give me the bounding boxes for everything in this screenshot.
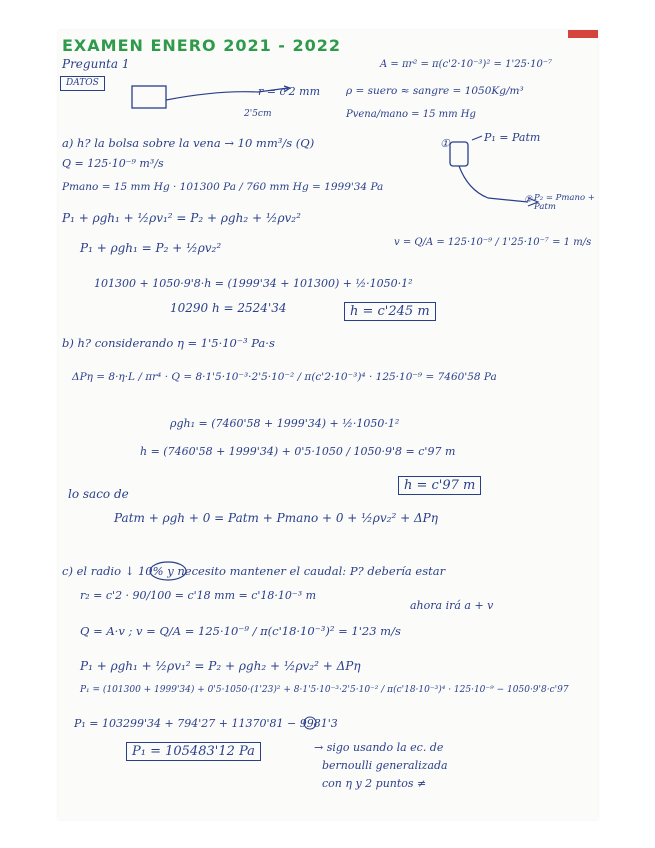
area-formula: A = πr² = π(c'2·10⁻³)² = 1'25·10⁻⁷	[380, 59, 553, 70]
part-a-question: a) h? la bolsa sobre la vena → 10 mm³/s (Q)	[62, 136, 315, 150]
part-a-result: h = c'245 m	[344, 302, 436, 321]
node-1: ①	[440, 137, 450, 150]
node-2: ②	[524, 195, 533, 205]
part-b-question: b) h? considerando η = 1'5·10⁻³ Pa·s	[62, 336, 275, 350]
p1-label: P₁ = Patm	[484, 131, 541, 144]
pointer-line	[472, 136, 482, 140]
part-b-origin: lo saco de	[68, 487, 129, 501]
datos-label: DATOS	[60, 76, 105, 91]
pmano-conversion: Pmano = 15 mm Hg · 101300 Pa / 760 mm Hg = 1999'34 Pa	[62, 181, 384, 193]
poiseuille-drop: ΔPη = 8·η·L / πr⁴ · Q = 8·1'5·10⁻³·2'5·10⁻² / π(c'2·10⁻³)⁴ · 125·10⁻⁹ = 7460'58 Pa	[72, 371, 497, 383]
iv-bag-icon	[450, 142, 468, 166]
p2-label: P₂ = Pmano + Patm	[534, 193, 595, 212]
bag-sketch	[132, 86, 166, 108]
generalized-bernoulli: P₁ + ρgh₁ + ½ρv₁² = P₂ + ρgh₂ + ½ρv₂² + ΔPη	[80, 659, 361, 673]
new-radius: r₂ = c'2 · 90/100 = c'18 mm = c'18·10⁻³ m	[80, 589, 317, 602]
part-b-formula: Patm + ρgh + 0 = Patm + Pmano + 0 + ½ρv₂² + ΔPη	[114, 511, 438, 525]
exam-sheet	[58, 30, 598, 820]
exam-title: EXAMEN ENERO 2021 - 2022	[62, 36, 342, 55]
question-label: Pregunta 1	[62, 57, 130, 71]
bernoulli-eq: P₁ + ρgh₁ + ½ρv₁² = P₂ + ρgh₂ + ½ρv₂²	[62, 211, 301, 225]
part-c-substitution: P₁ = (101300 + 1999'34) + 0'5·1050·(1'23)² + 8·1'5·10⁻³·2'5·10⁻² / π(c'18·10⁻³)⁴ · 125·10⁻⁹ − 1050·9'8·c'97	[80, 685, 569, 695]
part-b-step1: ρgh₁ = (7460'58 + 1999'34) + ½·1050·1²	[170, 417, 400, 430]
bernoulli-simplified: P₁ + ρgh₁ = P₂ + ½ρv₂²	[80, 241, 222, 255]
tube-length: 2'5cm	[244, 109, 272, 119]
part-c-sum: P₁ = 103299'34 + 794'27 + 11370'81 − 9981'3	[74, 717, 338, 730]
method-note-2: bernoulli generalizada	[322, 759, 448, 772]
part-b-step2: h = (7460'58 + 1999'34) + 0'5·1050 / 1050·9'8 = c'97 m	[140, 445, 456, 458]
iv-tube-icon	[459, 166, 528, 202]
part-b-result: h = c'97 m	[398, 476, 481, 495]
part-c-question: c) el radio ↓ 10% y necesito mantener el caudal: P? debería estar	[62, 564, 446, 578]
part-c-result: P₁ = 105483'12 Pa	[126, 742, 261, 761]
method-note-1: → sigo usando la ec. de	[314, 741, 444, 754]
flow-rate: Q = 125·10⁻⁹ m³/s	[62, 157, 164, 170]
radius-value: r = c'2 mm	[258, 85, 321, 98]
density-value: ρ = suero ≈ sangre = 1050Kg/m³	[346, 85, 524, 97]
velocity-note: ahora irá a + v	[410, 599, 494, 612]
continuity-eq: Q = A·v ; v = Q/A = 125·10⁻⁹ / π(c'18·10⁻³)² = 1'23 m/s	[80, 624, 401, 638]
part-a-substitution: 101300 + 1050·9'8·h = (1999'34 + 101300) + ½·1050·1²	[94, 277, 413, 290]
part-a-linear: 10290 h = 2524'34	[170, 301, 287, 315]
velocity-calc: v = Q/A = 125·10⁻⁹ / 1'25·10⁻⁷ = 1 m/s	[394, 237, 592, 248]
method-note-3: con η y 2 puntos ≠	[322, 777, 427, 790]
vein-pressure: Pvena/mano = 15 mm Hg	[346, 109, 476, 120]
